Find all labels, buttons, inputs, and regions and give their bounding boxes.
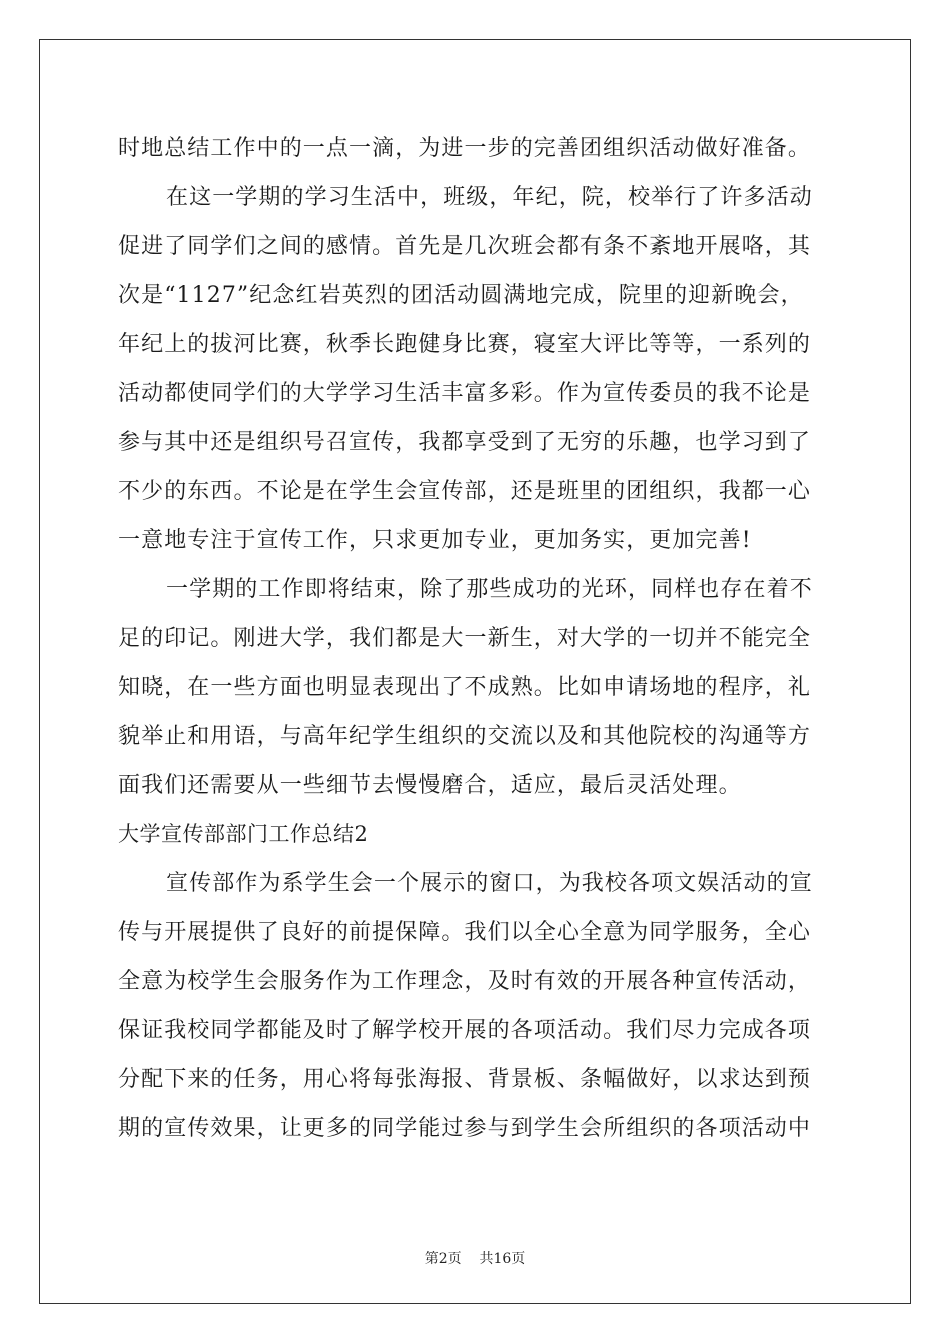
text-line: 传与开展提供了良好的前提保障。我们以全心全意为同学服务，全心 [118, 920, 812, 945]
page-footer [0, 1248, 950, 1268]
text-line: 面我们还需要从一些细节去慢慢磨合，适应，最后灵活处理。 [118, 773, 742, 798]
text-line: 貌举止和用语，与高年纪学生组织的交流以及和其他院校的沟通等方 [118, 724, 812, 749]
text-line: 一学期的工作即将结束，除了那些成功的光环，同样也存在着不 [166, 577, 813, 602]
text-line: 时地总结工作中的一点一滴，为进一步的完善团组织活动做好准备。 [118, 136, 812, 161]
text-line: 次是“1127”纪念红岩英烈的团活动圆满地完成，院里的迎新晚会， [118, 283, 804, 308]
text-line: 足的印记。刚进大学，我们都是大一新生，对大学的一切并不能完全 [118, 626, 812, 651]
text-line: 知晓，在一些方面也明显表现出了不成熟。比如申请场地的程序，礼 [118, 675, 812, 700]
text-line: 不少的东西。不论是在学生会宣传部，还是班里的团组织，我都一心 [118, 479, 812, 504]
text-line: 分配下来的任务，用心将每张海报、背景板、条幅做好，以求达到预 [118, 1067, 812, 1092]
text-line: 期的宣传效果，让更多的同学能过参与到学生会所组织的各项活动中 [118, 1116, 812, 1141]
text-line: 全意为校学生会服务作为工作理念，及时有效的开展各种宣传活动， [118, 969, 812, 994]
page-total: 共16页 [479, 1251, 526, 1267]
section-heading: 大学宣传部部门工作总结2 [118, 822, 369, 846]
text-line: 促进了同学们之间的感情。首先是几次班会都有条不紊地开展咯，其 [118, 234, 812, 259]
page-number: 第2页 [424, 1251, 462, 1267]
document-body [118, 124, 834, 1153]
text-line: 在这一学期的学习生活中，班级，年纪，院，校举行了许多活动 [166, 185, 813, 210]
text-line: 活动都使同学们的大学学习生活丰富多彩。作为宣传委员的我不论是 [118, 381, 812, 406]
text-line: 参与其中还是组织号召宣传，我都享受到了无穷的乐趣，也学习到了 [118, 430, 812, 455]
text-line: 宣传部作为系学生会一个展示的窗口，为我校各项文娱活动的宣 [166, 871, 813, 896]
text-line: 保证我校同学都能及时了解学校开展的各项活动。我们尽力完成各项 [118, 1018, 812, 1043]
text-line: 一意地专注于宣传工作，只求更加专业，更加务实，更加完善! [118, 528, 752, 553]
text-line: 年纪上的拔河比赛，秋季长跑健身比赛，寝室大评比等等，一系列的 [118, 332, 812, 357]
